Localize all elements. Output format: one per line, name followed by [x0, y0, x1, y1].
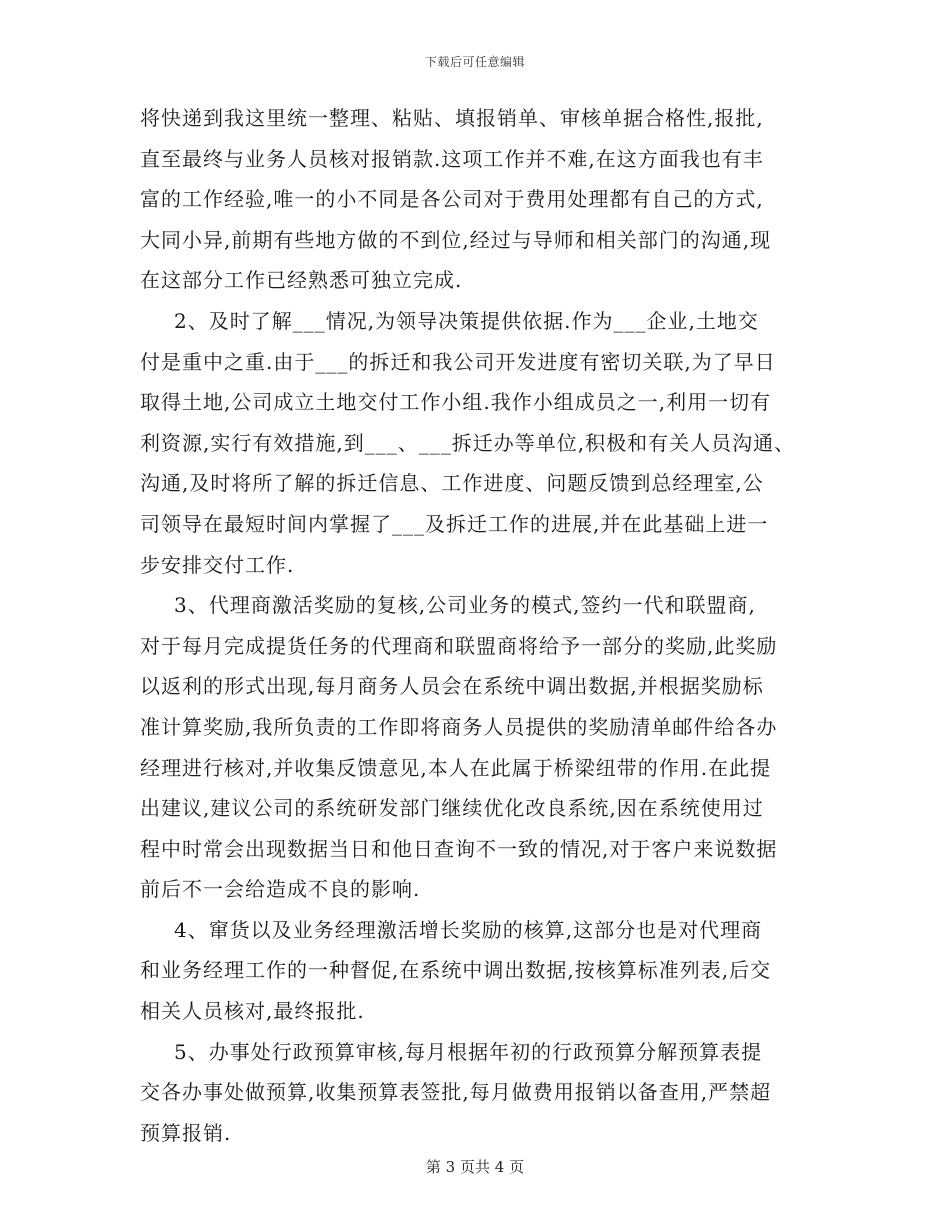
text-line: 付是重中之重.由于___的拆迁和我公司开发进度有密切关联,为了早日 [140, 349, 776, 374]
page-header: 下载后可任意编辑 [424, 55, 525, 69]
text-line: 沟通,及时将所了解的拆迁信息、工作进度、问题反馈到总经理室,公 [140, 471, 764, 496]
text-line: 预算报销. [140, 1120, 232, 1145]
text-line: 取得土地,公司成立土地交付工作小组.我作小组成员之一,利用一切有 [140, 390, 772, 415]
text-line: 富的工作经验,唯一的小不同是各公司对于费用处理都有自己的方式, [140, 187, 764, 212]
text-line: 经理进行核对,并收集反馈意见,本人在此属于桥梁纽带的作用.在此提 [140, 755, 772, 780]
text-line: 前后不一会给造成不良的影响. [140, 877, 421, 902]
text-line: 利资源,实行有效措施,到___、___拆迁办等单位,积极和有关人员沟通、 [140, 430, 796, 455]
text-line: 步安排交付工作. [140, 552, 295, 577]
text-line: 以返利的形式出现,每月商务人员会在系统中调出数据,并根据奖励标 [140, 674, 764, 699]
text-line: 相关人员核对,最终报批. [140, 999, 365, 1024]
text-line: 出建议,建议公司的系统研发部门继续优化改良系统,因在系统使用过 [140, 796, 764, 821]
text-line: 交各办事处做预算,收集预算表签批,每月做费用报销以备查用,严禁超 [140, 1080, 772, 1105]
text-line: 程中时常会出现数据当日和他日查询不一致的情况,对于客户来说数据 [140, 836, 778, 861]
text-line: 司领导在最短时间内掌握了___及拆迁工作的进展,并在此基础上进一 [140, 511, 769, 536]
paragraph-start-line: 3、代理商激活奖励的复核,公司业务的模式,签约一代和联盟商, [174, 593, 756, 618]
document-body [140, 98, 820, 1153]
page-footer: 第 3 页共 4 页 [425, 1158, 525, 1176]
text-line: 在这部分工作已经熟悉可独立完成. [140, 268, 463, 293]
text-line: 准计算奖励,我所负责的工作即将商务人员提供的奖励清单邮件给各办 [140, 714, 778, 739]
text-line: 直至最终与业务人员核对报销款.这项工作并不难,在这方面我也有丰 [140, 146, 764, 171]
paragraph-start-line: 5、办事处行政预算审核,每月根据年初的行政预算分解预算表提 [174, 1039, 763, 1064]
text-line: 和业务经理工作的一种督促,在系统中调出数据,按核算标准列表,后交 [140, 958, 772, 983]
text-line: 大同小异,前期有些地方做的不到位,经过与导师和相关部门的沟通,现 [140, 227, 772, 252]
paragraph-start-line: 4、窜货以及业务经理激活增长奖励的核算,这部分也是对代理商 [174, 917, 763, 942]
text-line: 将快递到我这里统一整理、粘贴、填报销单、审核单据合格性,报批, [140, 106, 764, 130]
paragraph-start-line: 2、及时了解___情况,为领导决策提供依据.作为___企业,土地交 [174, 308, 759, 333]
text-line: 对于每月完成提货任务的代理商和联盟商将给予一部分的奖励,此奖励 [140, 633, 778, 658]
